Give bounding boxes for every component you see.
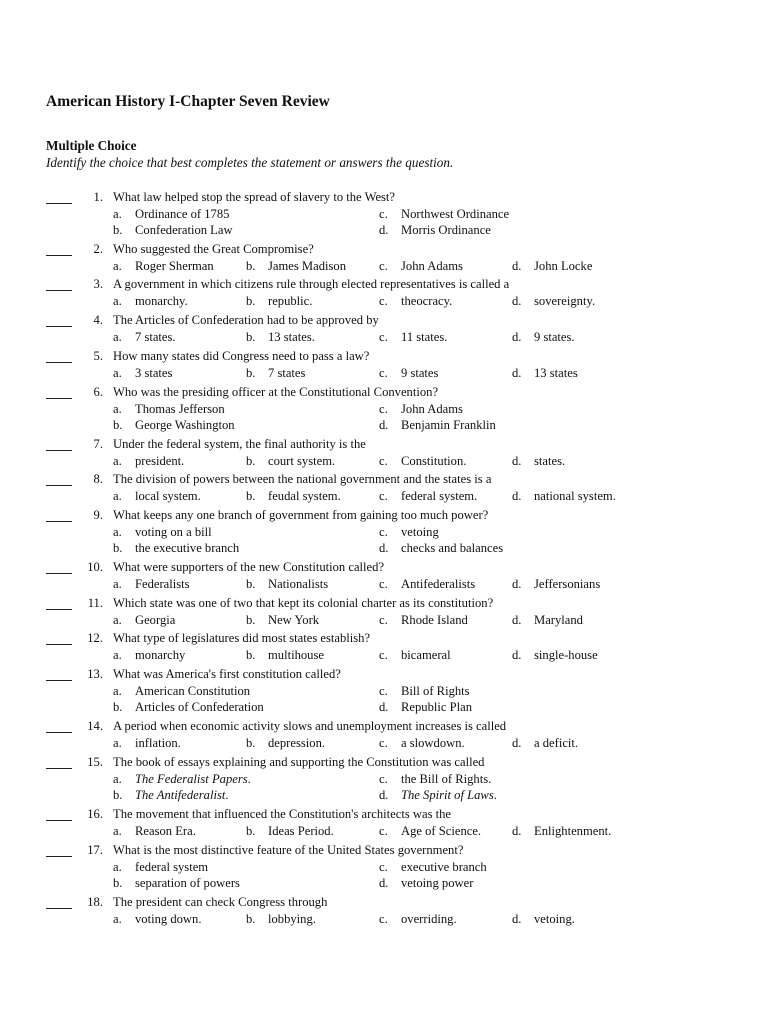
question-number: 18. <box>87 895 103 909</box>
question-text: The book of essays explaining and supporting the Constitution was called <box>113 755 485 769</box>
question-text: What were supporters of the new Constitution called? <box>113 560 385 574</box>
option-letter: a. <box>113 258 122 273</box>
option-text-main: overriding. <box>401 911 457 926</box>
option-letter: b. <box>246 453 256 468</box>
option-text <box>135 787 229 804</box>
option-text-main: John Locke <box>534 258 593 273</box>
option-letter: b. <box>113 788 123 802</box>
option-text <box>135 453 184 470</box>
option-text-main: states. <box>534 453 566 468</box>
page-title: American History I-Chapter Seven Review <box>46 93 330 110</box>
question-number: 15. <box>87 755 103 769</box>
option-text-main: 3 states <box>135 365 173 380</box>
option-text-main: Reason Era. <box>135 823 196 838</box>
option-text-main: sovereignty. <box>534 293 596 308</box>
question-text: A government in which citizens rule through elected representatives is called a <box>113 277 510 291</box>
option-text-main: 11 states. <box>401 329 448 344</box>
question-number: 7. <box>93 437 103 451</box>
option-text-suffix: . <box>225 788 229 802</box>
option-letter: b. <box>113 541 123 555</box>
option-text <box>268 365 305 382</box>
option-text <box>401 524 439 541</box>
option-letter: d. <box>512 823 522 838</box>
option-letter: d. <box>512 735 522 750</box>
question-number: 4. <box>93 313 103 327</box>
option-letter: c. <box>379 524 388 539</box>
option-text <box>135 540 239 557</box>
option-letter: c. <box>379 823 388 838</box>
question-number: 14. <box>87 719 103 733</box>
option-text-main: feudal system. <box>268 488 341 503</box>
answer-blank[interactable] <box>46 898 72 909</box>
option-text <box>135 401 225 418</box>
option-text <box>401 401 463 418</box>
question-text: Which state was one of two that kept its colonial charter as its constitution? <box>113 596 494 610</box>
option-text <box>268 612 319 629</box>
option-letter: c. <box>379 453 388 468</box>
option-letter: c. <box>379 735 388 750</box>
option-text <box>401 365 438 382</box>
option-letter: a. <box>113 453 122 468</box>
question-text: The president can check Congress through <box>113 895 328 909</box>
option-letter: b. <box>246 488 256 503</box>
option-text <box>401 258 463 275</box>
question-number: 5. <box>93 349 103 363</box>
option-text-main: Confederation Law <box>135 223 233 237</box>
question-text: Under the federal system, the final authority is the <box>113 437 366 451</box>
option-text <box>401 488 477 505</box>
option-text <box>135 771 251 788</box>
option-text <box>268 823 334 840</box>
option-text <box>401 540 503 557</box>
option-text <box>401 293 452 310</box>
option-text <box>534 647 598 664</box>
option-letter: a. <box>113 683 122 698</box>
option-text <box>401 206 509 223</box>
option-letter: c. <box>379 329 388 344</box>
option-text-main: The Spirit of Laws <box>401 788 494 802</box>
question-number: 16. <box>87 807 103 821</box>
question-number: 10. <box>87 560 103 574</box>
option-text-main: 7 states <box>268 365 306 380</box>
option-letter: d. <box>512 612 522 627</box>
option-letter: a. <box>113 524 122 539</box>
answer-blank[interactable] <box>46 440 72 451</box>
option-text <box>268 488 341 505</box>
option-letter: a. <box>113 293 122 308</box>
option-text-main: The Antifederalist <box>135 788 226 802</box>
question-text: Who suggested the Great Compromise? <box>113 242 314 256</box>
option-text <box>534 293 595 310</box>
answer-blank[interactable] <box>46 352 72 363</box>
question-text: What law helped stop the spread of slavery to the West? <box>113 190 396 204</box>
option-text <box>135 417 235 434</box>
option-text-main: Roger Sherman <box>135 258 214 273</box>
question-text: How many states did Congress need to pass a law? <box>113 349 370 363</box>
option-text-main: Antifederalists <box>401 576 476 591</box>
option-text <box>401 453 466 470</box>
option-text <box>401 222 491 239</box>
option-text <box>268 647 324 664</box>
option-text <box>401 612 468 629</box>
option-text-main: Age of Science. <box>401 823 482 838</box>
option-text-main: American Constitution <box>135 683 251 698</box>
option-text <box>401 859 487 876</box>
option-text <box>268 329 315 346</box>
option-letter: b. <box>113 418 123 432</box>
option-text-main: federal system <box>135 859 209 874</box>
option-text-main: vetoing <box>401 524 439 539</box>
option-letter: b. <box>113 876 123 890</box>
option-letter: c. <box>379 401 388 416</box>
option-text-main: Jeffersonians <box>534 576 601 591</box>
option-text-main: single-house <box>534 647 598 662</box>
option-text-main: vetoing. <box>534 911 575 926</box>
question-number: 13. <box>87 667 103 681</box>
option-text-main: 9 states <box>401 365 439 380</box>
option-text-main: Republic Plan <box>401 700 473 714</box>
option-text-main: The Federalist Papers <box>135 771 248 786</box>
option-letter: c. <box>379 612 388 627</box>
option-text-main: the Bill of Rights. <box>401 771 492 786</box>
answer-blank[interactable] <box>46 810 72 821</box>
question-text: What type of legislatures did most states establish? <box>113 631 371 645</box>
option-text <box>135 875 240 892</box>
option-letter: b. <box>113 223 123 237</box>
question-number: 9. <box>93 508 103 522</box>
option-text-main: inflation. <box>135 735 181 750</box>
question-text: A period when economic activity slows and unemployment increases is called <box>113 719 507 733</box>
option-text <box>135 206 229 223</box>
option-letter: c. <box>379 771 388 786</box>
option-text <box>401 699 472 716</box>
option-text-main: 13 states. <box>268 329 315 344</box>
option-text <box>268 911 316 928</box>
question-number: 6. <box>93 385 103 399</box>
answer-blank[interactable] <box>46 193 72 204</box>
option-text <box>135 735 181 752</box>
option-text-main: Benjamin Franklin <box>401 418 496 432</box>
answer-blank[interactable] <box>46 563 72 574</box>
option-text <box>268 293 312 310</box>
option-letter: b. <box>113 700 123 714</box>
question-text: What keeps any one branch of government from gaining too much power? <box>113 508 489 522</box>
option-text <box>135 612 175 629</box>
option-letter: c. <box>379 293 388 308</box>
question-text: What is the most distinctive feature of the United States government? <box>113 843 464 857</box>
option-letter: d. <box>379 788 389 802</box>
option-text-main: Morris Ordinance <box>401 223 491 237</box>
option-text <box>135 823 196 840</box>
option-text-suffix: . <box>493 788 497 802</box>
option-text-main: national system. <box>534 488 616 503</box>
option-letter: a. <box>113 488 122 503</box>
option-text-main: local system. <box>135 488 201 503</box>
section-heading: Multiple Choice <box>46 138 137 153</box>
option-text-main: republic. <box>268 293 313 308</box>
option-letter: a. <box>113 823 122 838</box>
option-text <box>135 859 208 876</box>
answer-blank[interactable] <box>46 475 72 486</box>
option-letter: d. <box>379 418 389 432</box>
answer-blank[interactable] <box>46 846 72 857</box>
option-letter: c. <box>379 365 388 380</box>
option-text <box>268 258 346 275</box>
answer-blank[interactable] <box>46 245 72 256</box>
option-letter: d. <box>512 258 522 273</box>
option-text <box>268 453 335 470</box>
option-text-main: 9 states. <box>534 329 575 344</box>
option-text-main: Enlightenment. <box>534 823 612 838</box>
question-text: The movement that influenced the Constitution's architects was the <box>113 807 452 821</box>
option-text <box>401 735 465 752</box>
question-number: 3. <box>93 277 103 291</box>
option-text <box>401 329 447 346</box>
option-letter: d. <box>379 541 389 555</box>
option-text <box>135 293 188 310</box>
option-text <box>534 329 575 346</box>
option-text <box>534 258 592 275</box>
option-letter: a. <box>113 911 122 926</box>
option-text-main: federal system. <box>401 488 478 503</box>
option-text <box>534 735 578 752</box>
option-text <box>135 222 233 239</box>
option-text-main: depression. <box>268 735 326 750</box>
option-text-main: Georgia <box>135 612 176 627</box>
option-text <box>401 647 451 664</box>
option-text-main: Bill of Rights <box>401 683 470 698</box>
option-text <box>268 576 328 593</box>
option-letter: d. <box>379 700 389 714</box>
question-text: The division of powers between the national government and the states is a <box>113 472 492 486</box>
option-text <box>135 683 250 700</box>
option-letter: b. <box>246 365 256 380</box>
option-text <box>135 488 201 505</box>
option-letter: a. <box>113 576 122 591</box>
option-text <box>534 453 565 470</box>
option-letter: b. <box>246 823 256 838</box>
option-text <box>401 911 457 928</box>
option-letter: a. <box>113 329 122 344</box>
option-text <box>401 823 481 840</box>
option-text-main: Ordinance of 1785 <box>135 206 230 221</box>
option-text <box>135 524 212 541</box>
option-letter: b. <box>246 576 256 591</box>
option-text-main: John Adams <box>401 401 463 416</box>
option-letter: d. <box>512 453 522 468</box>
question-text: The Articles of Confederation had to be approved by <box>113 313 379 327</box>
option-text-main: vetoing power <box>401 876 474 890</box>
option-text-main: Constitution. <box>401 453 467 468</box>
question-number: 12. <box>87 631 103 645</box>
option-text-main: Maryland <box>534 612 583 627</box>
option-text <box>135 647 185 664</box>
question-number: 2. <box>93 242 103 256</box>
option-text-main: Rhode Island <box>401 612 468 627</box>
option-letter: b. <box>246 911 256 926</box>
option-text <box>401 771 491 788</box>
option-text <box>534 365 578 382</box>
question-number: 8. <box>93 472 103 486</box>
answer-blank[interactable] <box>46 280 72 291</box>
option-letter: a. <box>113 771 122 786</box>
option-text-main: voting down. <box>135 911 202 926</box>
option-text-main: Thomas Jefferson <box>135 401 225 416</box>
option-text-main: 13 states <box>534 365 578 380</box>
option-letter: a. <box>113 735 122 750</box>
option-text <box>534 911 575 928</box>
option-text <box>135 365 172 382</box>
option-letter: a. <box>113 859 122 874</box>
option-text <box>401 787 497 804</box>
section-instructions: Identify the choice that best completes the statement or answers the question. <box>46 155 454 170</box>
question-text: What was America's first constitution called? <box>113 667 341 681</box>
option-text <box>534 612 583 629</box>
option-text <box>135 576 190 593</box>
option-text-main: separation of powers <box>135 876 240 890</box>
option-text-main: executive branch <box>401 859 487 874</box>
option-text-main: president. <box>135 453 185 468</box>
question-text: Who was the presiding officer at the Constitutional Convention? <box>113 385 439 399</box>
option-letter: c. <box>379 576 388 591</box>
option-letter: c. <box>379 859 388 874</box>
option-letter: a. <box>113 647 122 662</box>
option-text-main: Articles of Confederation <box>135 700 264 714</box>
option-text-main: Nationalists <box>268 576 329 591</box>
answer-blank[interactable] <box>46 722 72 733</box>
option-letter: a. <box>113 206 122 221</box>
answer-blank[interactable] <box>46 388 72 399</box>
option-text-main: checks and balances <box>401 541 504 555</box>
option-text <box>401 417 496 434</box>
option-text-main: John Adams <box>401 258 463 273</box>
option-text-main: voting on a bill <box>135 524 212 539</box>
option-letter: d. <box>512 911 522 926</box>
option-letter: c. <box>379 683 388 698</box>
option-letter: b. <box>246 329 256 344</box>
option-text <box>135 329 176 346</box>
option-letter: b. <box>246 258 256 273</box>
option-text-main: court system. <box>268 453 336 468</box>
option-text <box>268 735 325 752</box>
option-text <box>534 823 611 840</box>
option-letter: b. <box>246 735 256 750</box>
option-text-main: 7 states. <box>135 329 176 344</box>
option-text-main: George Washington <box>135 418 235 432</box>
option-letter: c. <box>379 206 388 221</box>
option-letter: b. <box>246 612 256 627</box>
option-text <box>135 699 264 716</box>
option-text-main: bicameral <box>401 647 451 662</box>
option-letter: d. <box>379 223 389 237</box>
option-letter: c. <box>379 911 388 926</box>
option-text-main: monarchy. <box>135 293 188 308</box>
option-letter: b. <box>246 293 256 308</box>
answer-blank[interactable] <box>46 670 72 681</box>
option-text-main: Northwest Ordinance <box>401 206 510 221</box>
option-letter: d. <box>379 876 389 890</box>
option-letter: d. <box>512 488 522 503</box>
answer-blank[interactable] <box>46 511 72 522</box>
option-text <box>401 683 470 700</box>
answer-blank[interactable] <box>46 758 72 769</box>
option-text-main: Ideas Period. <box>268 823 334 838</box>
option-text-main: theocracy. <box>401 293 453 308</box>
option-letter: c. <box>379 488 388 503</box>
option-text-main: a deficit. <box>534 735 579 750</box>
option-letter: a. <box>113 401 122 416</box>
option-text-main: monarchy <box>135 647 186 662</box>
option-letter: a. <box>113 612 122 627</box>
option-text <box>135 258 214 275</box>
option-letter: d. <box>512 329 522 344</box>
option-text-main: New York <box>268 612 320 627</box>
option-letter: d. <box>512 576 522 591</box>
option-text <box>401 875 473 892</box>
option-text-main: James Madison <box>268 258 347 273</box>
option-letter: a. <box>113 365 122 380</box>
question-number: 11. <box>87 596 103 610</box>
option-text <box>534 576 600 593</box>
option-letter: d. <box>512 365 522 380</box>
option-text <box>135 911 201 928</box>
option-letter: d. <box>512 293 522 308</box>
option-text-main: the executive branch <box>135 541 240 555</box>
answer-blank[interactable] <box>46 316 72 327</box>
option-letter: c. <box>379 258 388 273</box>
option-letter: b. <box>246 647 256 662</box>
answer-blank[interactable] <box>46 599 72 610</box>
question-number: 17. <box>87 843 103 857</box>
answer-blank[interactable] <box>46 634 72 645</box>
question-number: 1. <box>93 190 103 204</box>
option-letter: d. <box>512 647 522 662</box>
option-text-main: a slowdown. <box>401 735 465 750</box>
option-text-main: Federalists <box>135 576 190 591</box>
option-text <box>534 488 616 505</box>
option-text-main: multihouse <box>268 647 324 662</box>
option-text <box>401 576 475 593</box>
option-text-main: lobbying. <box>268 911 316 926</box>
option-text-suffix: . <box>247 771 251 786</box>
option-letter: c. <box>379 647 388 662</box>
